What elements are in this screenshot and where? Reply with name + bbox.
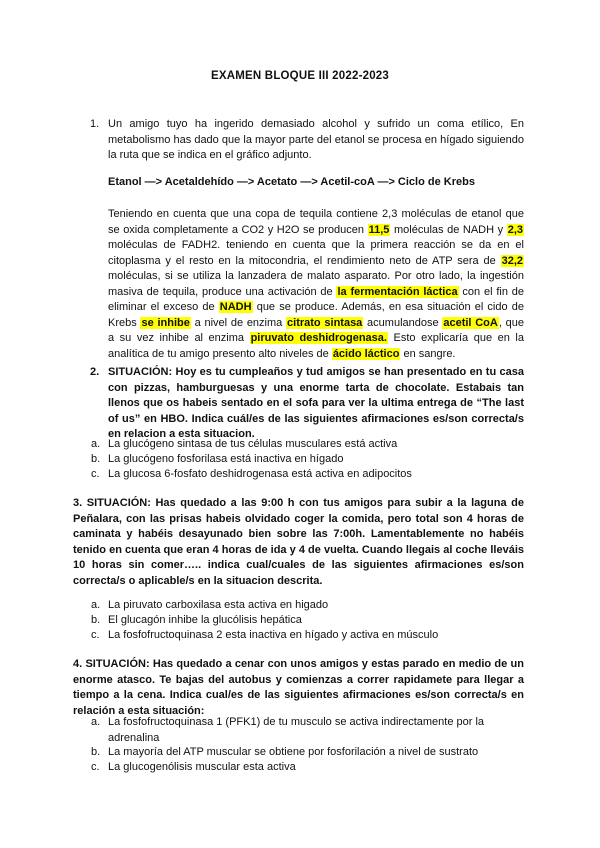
- q2-option-c[interactable]: [91, 467, 524, 483]
- option-text: La glucogenólisis muscular esta activa: [108, 761, 296, 773]
- q1-metabolic-route: Etanol —> Acetaldehído —> Acetato —> Acetil-coA —> Ciclo de Krebs: [108, 176, 475, 188]
- option-label: c.: [91, 761, 100, 773]
- option-label: c.: [91, 629, 100, 641]
- q4-statement: 4. SITUACIÓN: Has quedado a cenar con unos amigos y estas parado en medio de un enorme atasco. Te bajas del autobus y comienzas a correr rapidamete para llegar a tiempo a la cena. Indica cual/es de las siguientes afirmaciones es/son correcta/s en relación a esta situación:: [73, 658, 524, 717]
- option-text: El glucagón inhibe la glucólisis hepática: [108, 614, 302, 626]
- text-run: , que a su vez inhibe al enzima: [108, 316, 524, 344]
- text-run: Esto explicaría que en la analítica de tu amigo presento alto niveles de: [108, 332, 524, 360]
- text-run: Teniendo en cuenta que una copa de tequila contiene 2,3 moléculas de etanol que se oxida completamente a CO2 y H2O se producen: [108, 208, 524, 236]
- highlighted-answer: 2,3: [507, 223, 523, 236]
- highlighted-answer: 11,5: [368, 223, 390, 236]
- highlighted-answer: acetil CoA: [443, 316, 498, 329]
- q1-intro: Un amigo tuyo ha ingerido demasiado alcohol y sufrido un coma etílico, En metabolismo has dado que la mayor parte del etanol se procesa en hígado siguiendo la ruta que se indica en el gráfico adjunto.: [108, 118, 524, 161]
- highlighted-answer: piruvato deshidrogenasa.: [250, 332, 387, 344]
- option-text: La fosfofructoquinasa 1 (PFK1) de tu musculo se activa indirectamente por la adrenalina: [108, 716, 485, 744]
- highlighted-answer: ácido láctico: [332, 347, 400, 360]
- highlighted-answer: se inhibe: [141, 316, 190, 329]
- option-text: La glucógeno fosforilasa está inactiva en hígado: [108, 453, 344, 465]
- q1-number: 1.: [90, 118, 100, 130]
- option-label: a.: [91, 716, 101, 728]
- text-run: en sangre.: [400, 347, 456, 360]
- text-run: moléculas de NADH y: [390, 223, 507, 236]
- option-label: b.: [91, 453, 101, 465]
- q3-option-c[interactable]: [91, 628, 524, 644]
- option-text: La mayoría del ATP muscular se obtiene por fosforilación a nivel de sustrato: [108, 746, 479, 758]
- q2-number: 2.: [90, 366, 100, 378]
- q2-option-a[interactable]: [91, 437, 524, 453]
- exam-title: EXAMEN BLOQUE III 2022-2023: [211, 70, 389, 82]
- option-text: La glucógeno sintasa de tus células musculares está activa: [108, 438, 398, 450]
- q1-explanation: [108, 207, 524, 362]
- text-run: moléculas, si se utiliza la lanzadera de malato asparato. Por otro lado, la ingestión masiva de tequila, produce una activación de: [108, 270, 524, 298]
- option-label: b.: [91, 614, 101, 626]
- option-label: a.: [91, 438, 101, 450]
- q2-statement: SITUACIÓN: Hoy es tu cumpleaños y tud amigos se han presentado en tu casa con pizzas, hamburguesas y una enorme tarta de chocolate. Estabais tan llenos que os habeis sentado en el sofa para ver la ultima entrega de “The last of us” en HBO. Indica cuál/es de las siguientes afirmaciones es/son correcta/s en relacion a esta situacion.: [108, 366, 524, 440]
- option-label: b.: [91, 746, 101, 758]
- highlighted-answer: NADH: [219, 301, 252, 313]
- text-run: acumulandose: [363, 316, 443, 329]
- q2-option-b[interactable]: [91, 452, 524, 468]
- q4-option-c[interactable]: [91, 760, 524, 776]
- text-run: con el fin de eliminar el exceso de: [108, 285, 525, 313]
- option-text: La glucosa 6-fosfato deshidrogenasa está activa en adipocitos: [108, 468, 412, 480]
- q4-option-a[interactable]: [91, 715, 524, 746]
- highlighted-answer: la fermentación láctica: [337, 285, 458, 298]
- q3-statement: 3. SITUACIÓN: Has quedado a las 9:00 h con tus amigos para subir a la laguna de Peñalara, con las prisas habeis olvidado coger la comida, pero total son 4 horas de caminata y habéis desayunado bien sobre las 7:00h. Lamentablemente no habéis tenido en cuenta que eran 4 horas de ida y 4 de vuelta. Cuando llegais al coche lleváis 10 horas sin comer….. indica cual/cuales de las siguientes afirmaciones es/son correcta/s o aplicable/s en la situacion descrita.: [73, 497, 524, 587]
- option-text: La fosfofructoquinasa 2 esta inactiva en hígado y activa en músculo: [108, 629, 439, 641]
- q3-option-b[interactable]: [91, 613, 524, 629]
- option-text: La piruvato carboxilasa esta activa en higado: [108, 599, 329, 611]
- text-run: que se produce. Además, en esa situación el cido de Krebs: [108, 301, 524, 329]
- text-run: moléculas de FADH2. teniendo en cuenta que la primera reacción se da en el citoplasma y el resto en la mitocondria, el rendimiento neto de ATP sera de: [108, 239, 524, 267]
- q3-option-a[interactable]: [91, 598, 524, 614]
- option-label: c.: [91, 468, 100, 480]
- option-label: a.: [91, 599, 101, 611]
- highlighted-answer: 32,2: [501, 254, 523, 267]
- text-run: a nivel de enzima: [190, 316, 287, 329]
- q4-option-b[interactable]: [91, 745, 524, 761]
- highlighted-answer: citrato sintasa: [287, 316, 363, 329]
